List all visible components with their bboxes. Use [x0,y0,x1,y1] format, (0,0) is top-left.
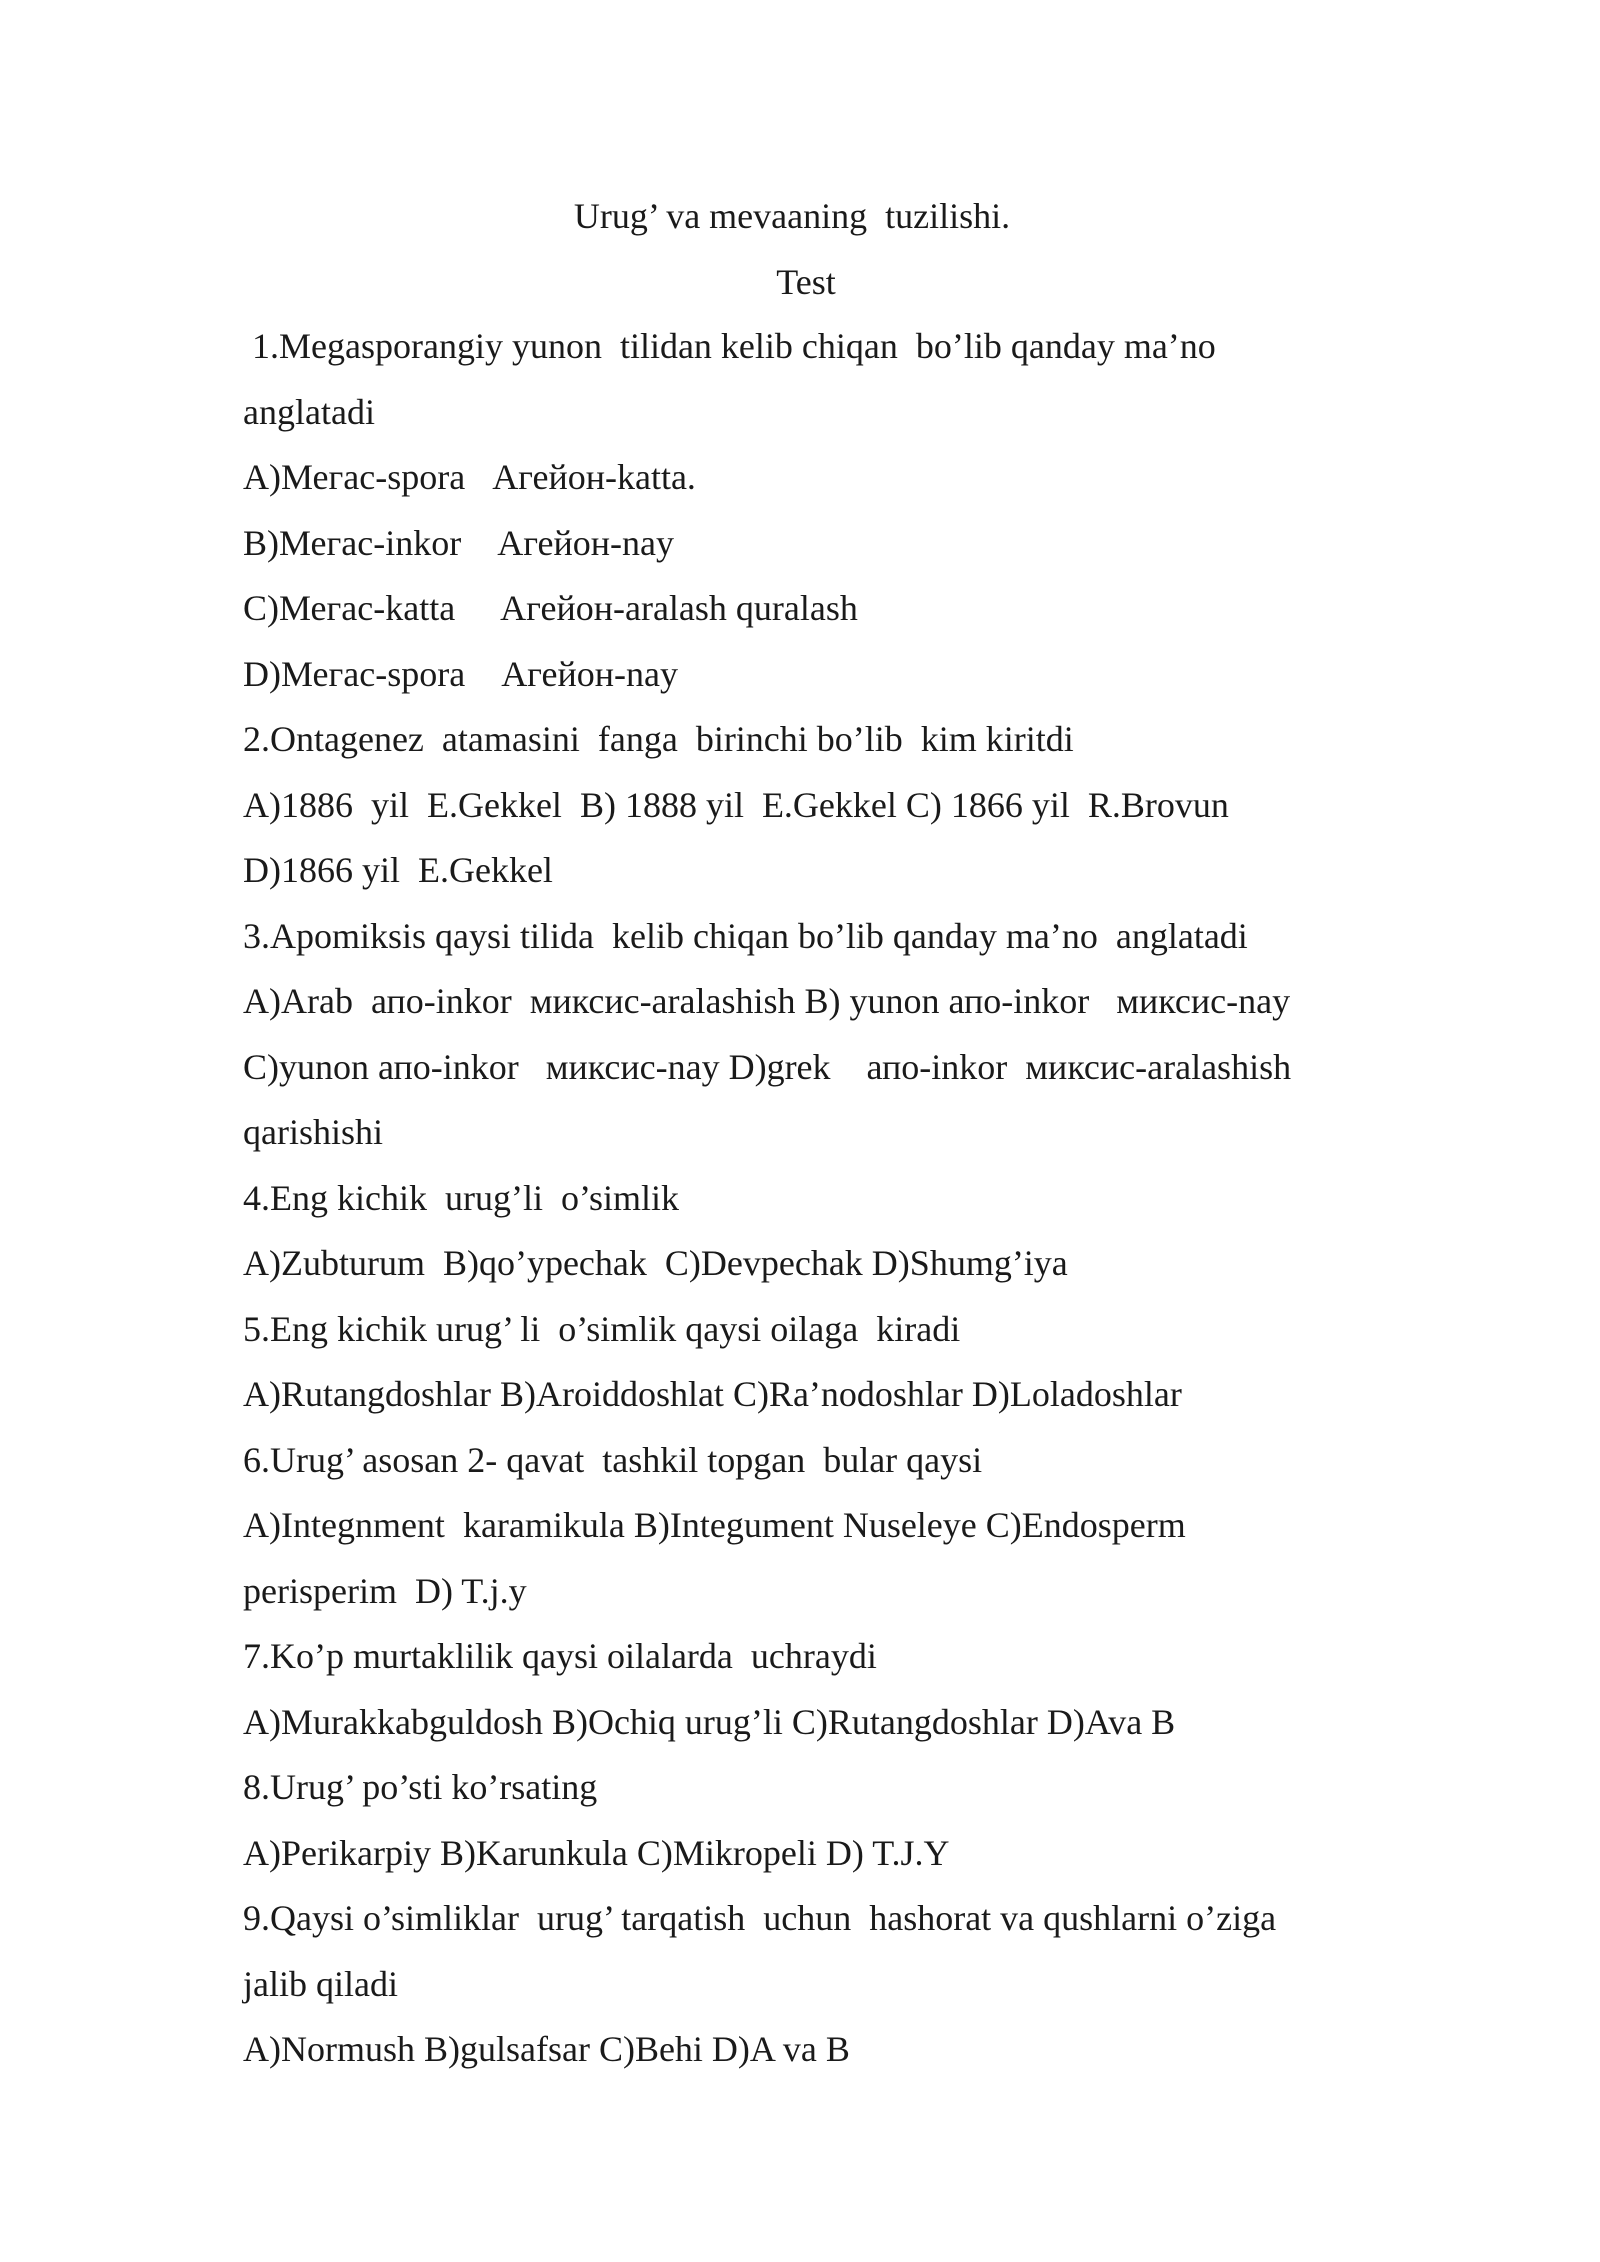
question-3-text: 3.Apomiksis qaysi tilida kelib chiqan bo’lib qanday ma’no anglatadi [243,915,1248,956]
question-3-options-end: qarishishi [243,1112,383,1152]
question-5-options: A)Rutangdoshlar B)Aroiddoshlat C)Ra’nodoshlar D)Loladoshlar [243,1374,1182,1414]
question-1-option-d: D)Мегас-spora Агейон-nay [243,653,678,694]
question-1-text-cont: anglatadi [243,391,375,432]
question-1-option-c: C)Мегас-katta Агейон-aralash quralash [243,588,858,628]
question-6-options: A)Integnment karamikula B)Integument Nuseleye C)Endosperm [243,1505,1186,1545]
test-body [243,326,1403,2095]
question-3-options: A)Arab апо-inkor миксис-aralashish B) yunon апо-inkor миксис-nay [243,981,1291,1021]
question-2-options: A)1886 yil E.Gekkel B) 1888 yil E.Gekkel C) 1866 yil R.Brovun [243,784,1229,825]
document-title: Urug’ va mevaaning tuzilishi. [573,196,1011,236]
question-9-text-cont: jalib qiladi [243,1963,398,2004]
document-subtitle: Test [776,262,836,302]
question-4-options: A)Zubturum B)qo’ypechak C)Devpechak D)Shumg’iya [243,1243,1068,1283]
question-6-text: 6.Urug’ asosan 2- qavat tashkil topgan bular qaysi [243,1439,983,1480]
question-1-option-a: A)Мегас-spora Агейон-katta. [243,457,696,497]
question-4-text: 4.Eng kichik urug’li o’simlik [243,1177,679,1218]
question-7-options: A)Murakkabguldosh B)Ochiq urug’li C)Rutangdoshlar D)Ava B [243,1701,1176,1742]
question-6-options-cont: perisperim D) T.j.y [243,1570,527,1611]
question-5-text: 5.Eng kichik urug’ li o’simlik qaysi oilaga kiradi [243,1308,961,1349]
question-8-options: A)Perikarpiy B)Karunkula C)Mikropeli D) T.J.Y [243,1832,950,1873]
question-7-text: 7.Ko’p murtaklilik qaysi oilalarda uchraydi [243,1636,877,1676]
question-2-text: 2.Ontagenez atamasini fanga birinchi bo’lib kim kiritdi [243,719,1074,759]
question-2-options-cont: D)1866 yil E.Gekkel [243,850,553,890]
question-9-text: 9.Qaysi o’simliklar urug’ tarqatish uchun hashorat va qushlarni o’ziga [243,1898,1277,1938]
question-1-option-b: B)Мегас-inkor Агейон-nay [243,522,674,563]
question-3-options-cont: C)yunon апо-inkor миксис-nay D)grek апо-inkor миксис-aralashish [243,1046,1292,1087]
question-9-options: A)Normush B)gulsafsar C)Behi D)A va B [243,2029,850,2069]
question-1-text: 1.Megasporangiy yunon tilidan kelib chiqan bo’lib qanday ma’no [243,326,1216,366]
question-8-text: 8.Urug’ po’sti ko’rsating [243,1767,598,1807]
